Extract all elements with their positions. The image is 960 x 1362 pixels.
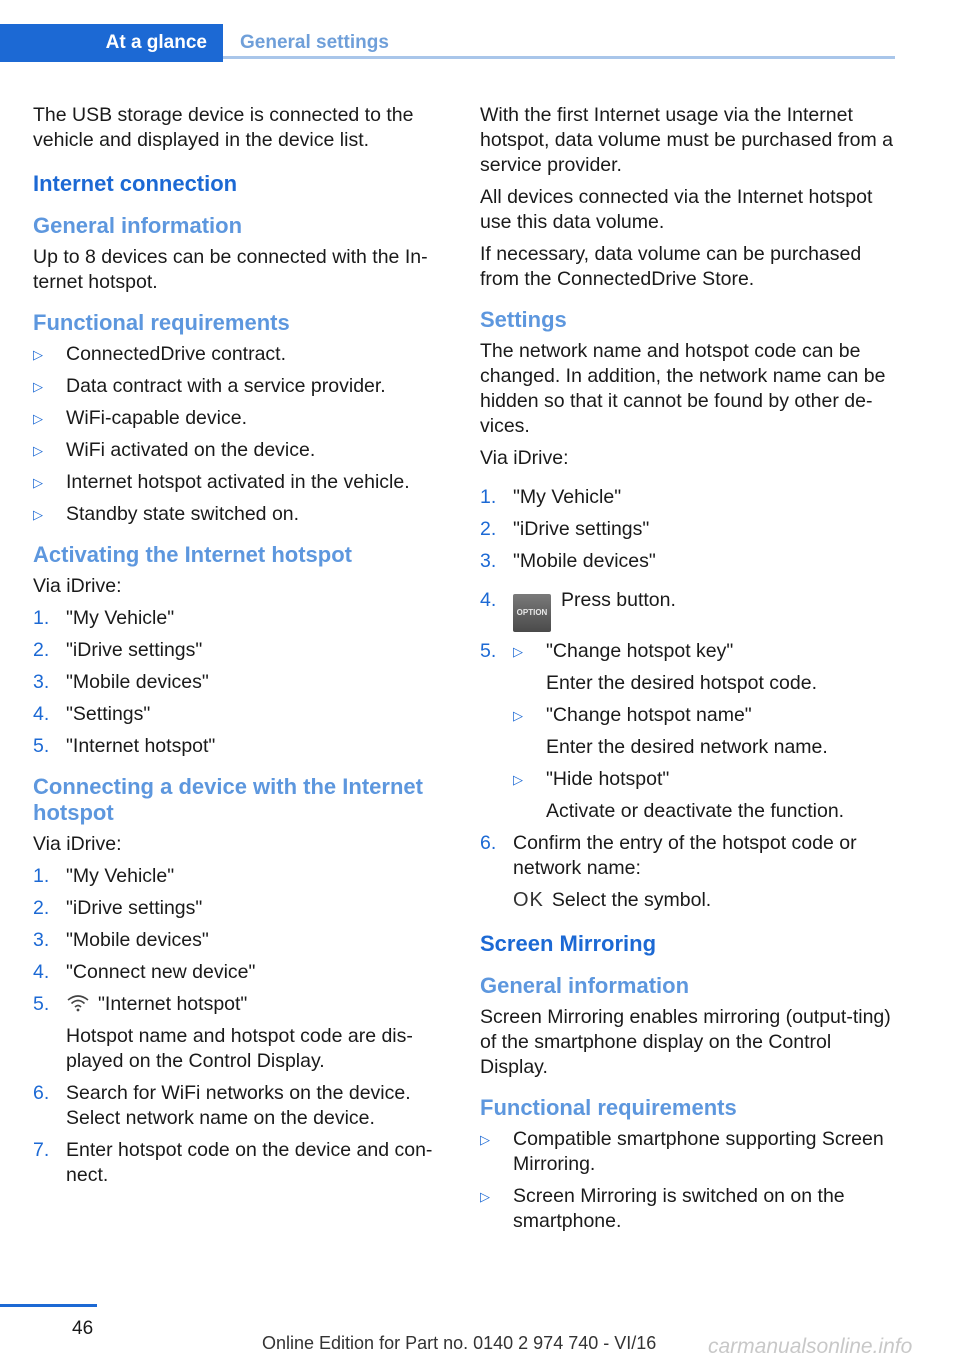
list-item bbox=[33, 896, 448, 921]
heading-general-information: General information bbox=[480, 973, 690, 998]
step-text: Press button. bbox=[561, 589, 676, 611]
bullet-marker: ▷ bbox=[33, 475, 43, 490]
list-item bbox=[33, 702, 448, 727]
left-column bbox=[33, 103, 448, 1200]
option-button-icon: OPTION bbox=[513, 594, 551, 632]
step-text: "My Vehicle" bbox=[66, 865, 175, 887]
sub-item-subtext: Activate or deactivate the function. bbox=[546, 800, 845, 822]
list-item-text: Compatible smartphone supporting Screen Mirroring. bbox=[513, 1128, 884, 1175]
list-item bbox=[33, 670, 448, 695]
heading-settings: Settings bbox=[480, 307, 567, 332]
page-number: 46 bbox=[72, 1318, 94, 1339]
step-number: 1. bbox=[33, 865, 50, 887]
step-subtext-text: Select the symbol. bbox=[551, 889, 712, 911]
step-number: 1. bbox=[480, 486, 497, 508]
sub-options-list bbox=[513, 639, 900, 824]
step-number: 4. bbox=[33, 703, 50, 725]
right-column bbox=[480, 103, 900, 1246]
list-item bbox=[33, 638, 448, 663]
step-number: 5. bbox=[480, 640, 497, 662]
step-text: "iDrive settings" bbox=[66, 897, 203, 919]
step-text: "Mobile devices" bbox=[66, 929, 209, 951]
list-item bbox=[480, 588, 900, 632]
paragraph: With the first Internet usage via the Internet hotspot, data volume must be purchased from a service provider. bbox=[480, 104, 893, 176]
step-text: "Connect new device" bbox=[66, 961, 256, 983]
list-item bbox=[513, 639, 900, 696]
list-item-text: Data contract with a service provider. bbox=[66, 375, 386, 397]
sub-item-text: "Hide hotspot" bbox=[546, 768, 670, 790]
list-item-text: Internet hotspot activated in the vehicle. bbox=[66, 471, 410, 493]
paragraph: If necessary, data volume can be purchased from the ConnectedDrive Store. bbox=[480, 243, 862, 290]
bullet-marker: ▷ bbox=[33, 347, 43, 362]
bullet-marker: ▷ bbox=[33, 443, 43, 458]
step-text: "Mobile devices" bbox=[513, 550, 656, 572]
step-number: 1. bbox=[33, 607, 50, 629]
paragraph: All devices connected via the Internet hotspot use this data volume. bbox=[480, 186, 873, 233]
list-item bbox=[33, 342, 448, 367]
heading-connecting-device: Connecting a device with the Internet hotspot bbox=[33, 774, 423, 825]
step-subtext: Hotspot name and hotspot code are dis‐played on the Control Display. bbox=[66, 1025, 413, 1072]
list-item bbox=[33, 502, 448, 527]
step-number: 4. bbox=[33, 961, 50, 983]
step-text: "My Vehicle" bbox=[66, 607, 175, 629]
list-item bbox=[480, 485, 900, 510]
step-text: "Internet hotspot" bbox=[66, 735, 216, 757]
bullet-marker: ▷ bbox=[513, 708, 523, 723]
connecting-steps bbox=[33, 864, 448, 1188]
step-number: 5. bbox=[33, 735, 50, 757]
list-item bbox=[480, 1127, 900, 1177]
bullet-marker: ▷ bbox=[33, 379, 43, 394]
heading-functional-requirements: Functional requirements bbox=[480, 1095, 737, 1120]
bullet-marker: ▷ bbox=[480, 1132, 490, 1147]
step-number: 6. bbox=[33, 1082, 50, 1104]
step-number: 2. bbox=[480, 518, 497, 540]
list-item bbox=[33, 960, 448, 985]
bullet-marker: ▷ bbox=[480, 1189, 490, 1204]
step-number: 2. bbox=[33, 897, 50, 919]
wifi-icon bbox=[66, 994, 90, 1012]
step-number: 2. bbox=[33, 639, 50, 661]
step-text: "iDrive settings" bbox=[66, 639, 203, 661]
footer-edition: Online Edition for Part no. 0140 2 974 740 - VI/16 bbox=[262, 1333, 657, 1353]
list-item-text: WiFi-capable device. bbox=[66, 407, 247, 429]
list-item bbox=[33, 1081, 448, 1131]
list-item-text: ConnectedDrive contract. bbox=[66, 343, 287, 365]
settings-steps bbox=[480, 485, 900, 913]
sub-item-subtext: Enter the desired hotspot code. bbox=[546, 672, 818, 694]
list-item bbox=[33, 606, 448, 631]
list-item bbox=[33, 864, 448, 889]
watermark: carmanualsonline.info bbox=[708, 1335, 913, 1358]
step-text: "Settings" bbox=[66, 703, 151, 725]
list-item-text: Screen Mirroring is switched on on the smartphone. bbox=[513, 1185, 845, 1232]
step-text: Search for WiFi networks on the device. Select network name on the device. bbox=[66, 1082, 411, 1129]
step-number: 5. bbox=[33, 993, 50, 1015]
step-text: "Mobile devices" bbox=[66, 671, 209, 693]
list-item bbox=[480, 831, 900, 913]
sub-item-text: "Change hotspot name" bbox=[546, 704, 752, 726]
bullet-marker: ▷ bbox=[513, 644, 523, 659]
ok-icon: OK bbox=[513, 889, 544, 911]
via-idrive: Via iDrive: bbox=[33, 575, 122, 597]
heading-screen-mirroring: Screen Mirroring bbox=[480, 931, 657, 956]
heading-internet-connection: Internet connection bbox=[33, 171, 238, 196]
list-item bbox=[513, 703, 900, 760]
list-item bbox=[33, 992, 448, 1074]
step-number: 3. bbox=[480, 550, 497, 572]
list-item bbox=[480, 1184, 900, 1234]
step-number: 3. bbox=[33, 671, 50, 693]
list-item-text: Standby state switched on. bbox=[66, 503, 300, 525]
step-text: Confirm the entry of the hotspot code or network name: bbox=[513, 832, 857, 879]
list-item-text: WiFi activated on the device. bbox=[66, 439, 316, 461]
list-item bbox=[33, 470, 448, 495]
heading-general-information: General information bbox=[33, 213, 243, 238]
bullet-marker: ▷ bbox=[33, 507, 43, 522]
list-item bbox=[33, 734, 448, 759]
header-tabs bbox=[0, 24, 895, 62]
heading-activating-hotspot: Activating the Internet hotspot bbox=[33, 542, 352, 567]
step-number: 4. bbox=[480, 589, 497, 611]
sub-item-text: "Change hotspot key" bbox=[546, 640, 734, 662]
step-subtext bbox=[513, 888, 900, 913]
step-text: "Internet hotspot" bbox=[98, 993, 248, 1015]
sub-item-subtext: Enter the desired network name. bbox=[546, 736, 828, 758]
list-item bbox=[33, 928, 448, 953]
step-text: Enter hotspot code on the device and con‐nect. bbox=[66, 1139, 433, 1186]
general-text: Screen Mirroring enables mirroring (output‐ting) of the smartphone display on the Control Display. bbox=[480, 1006, 891, 1078]
step-text: "iDrive settings" bbox=[513, 518, 650, 540]
list-item bbox=[513, 767, 900, 824]
heading-functional-requirements: Functional requirements bbox=[33, 310, 290, 335]
list-item bbox=[33, 438, 448, 463]
list-item bbox=[480, 517, 900, 542]
step-number: 7. bbox=[33, 1139, 50, 1161]
general-text: Up to 8 devices can be connected with the In‐ternet hotspot. bbox=[33, 246, 428, 293]
via-idrive: Via iDrive: bbox=[480, 447, 569, 469]
list-item bbox=[480, 549, 900, 574]
tab-at-a-glance[interactable]: At a glance bbox=[0, 24, 223, 62]
step-text: "My Vehicle" bbox=[513, 486, 622, 508]
list-item bbox=[33, 406, 448, 431]
bullet-marker: ▷ bbox=[513, 772, 523, 787]
list-item bbox=[480, 639, 900, 824]
activating-steps bbox=[33, 606, 448, 759]
mirroring-requirements-list bbox=[480, 1127, 900, 1234]
intro-text: The USB storage device is connected to the vehicle and displayed in the device list. bbox=[33, 104, 414, 151]
step-number: 3. bbox=[33, 929, 50, 951]
footer-divider bbox=[0, 1304, 97, 1307]
settings-text: The network name and hotspot code can be changed. In addition, the network name can be hidden so that it cannot be found by other de‐vices. bbox=[480, 340, 886, 437]
requirements-list bbox=[33, 342, 448, 527]
list-item bbox=[33, 374, 448, 399]
tab-general-settings[interactable]: General settings bbox=[223, 24, 895, 59]
step-number: 6. bbox=[480, 832, 497, 854]
via-idrive: Via iDrive: bbox=[33, 833, 122, 855]
list-item bbox=[33, 1138, 448, 1188]
bullet-marker: ▷ bbox=[33, 411, 43, 426]
